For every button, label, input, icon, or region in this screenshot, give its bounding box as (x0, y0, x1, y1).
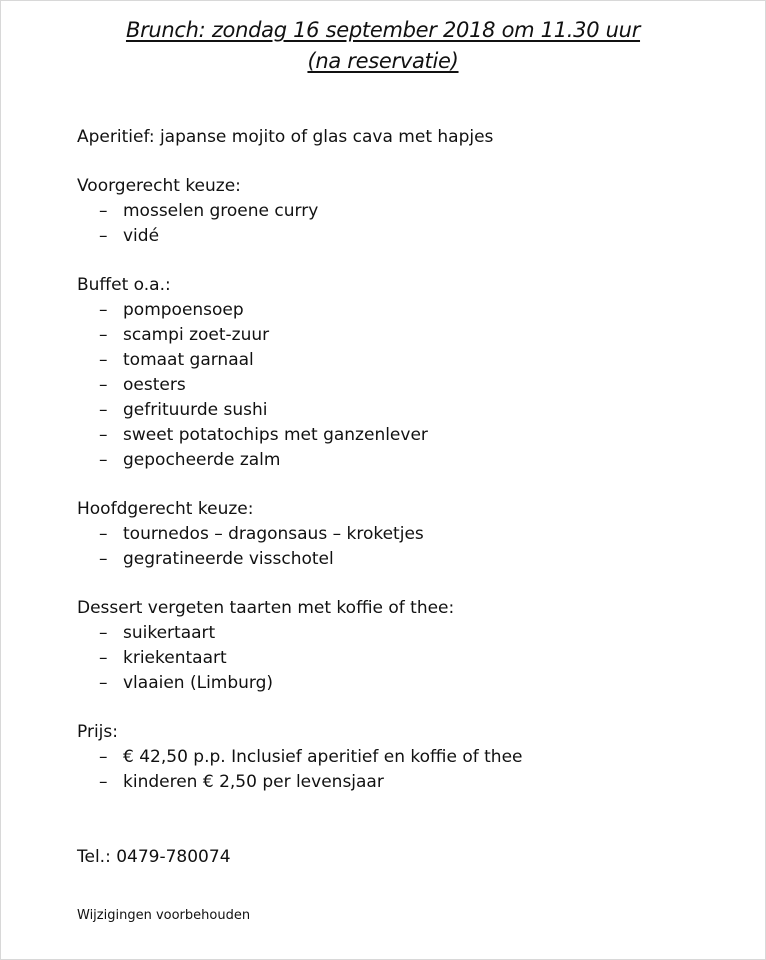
section-heading: Hoofdgerecht keuze: (77, 499, 254, 519)
menu-title: Brunch: zondag 16 september 2018 om 11.30 uur (125, 18, 641, 42)
section-heading: Buffet o.a.: (77, 275, 171, 295)
list-item (77, 770, 717, 795)
list-item (77, 621, 717, 646)
dash-bullet: – (99, 623, 108, 643)
dash-bullet: – (99, 226, 108, 246)
item-text: scampi zoet-zuur (123, 325, 270, 345)
dash-bullet: – (99, 300, 108, 320)
buffet-section (77, 273, 717, 473)
list-item (77, 522, 717, 547)
item-text: pompoensoep (123, 300, 244, 320)
dash-bullet: – (99, 450, 108, 470)
disclaimer-note: Wijzigingen voorbehouden (77, 908, 251, 923)
list-item (77, 646, 717, 671)
item-text: mosselen groene curry (123, 201, 319, 221)
hoofdgerecht-section (77, 497, 717, 572)
list-item (77, 323, 717, 348)
list-item (77, 373, 717, 398)
list-item (77, 423, 717, 448)
item-text: gepocheerde zalm (123, 450, 281, 470)
section-heading: Dessert vergeten taarten met koffie of thee: (77, 598, 455, 618)
list-item (77, 224, 717, 249)
item-text: gefrituurde sushi (123, 400, 268, 420)
list-item (77, 348, 717, 373)
list-item (77, 398, 717, 423)
section-heading: Prijs: (77, 722, 118, 742)
dash-bullet: – (99, 201, 108, 221)
item-text: tomaat garnaal (123, 350, 254, 370)
aperitief-section (77, 125, 717, 150)
dash-bullet: – (99, 673, 108, 693)
item-text: tournedos – dragonsaus – kroketjes (123, 524, 424, 544)
dash-bullet: – (99, 524, 108, 544)
aperitief-line: Aperitief: japanse mojito of glas cava met hapjes (77, 127, 494, 147)
item-text: kriekentaart (123, 648, 227, 668)
voorgerecht-section (77, 174, 717, 249)
list-item (77, 199, 717, 224)
menu-content (77, 125, 717, 819)
item-text: € 42,50 p.p. Inclusief aperitief en koffie of thee (123, 747, 523, 767)
list-item (77, 298, 717, 323)
item-text: vidé (123, 226, 160, 246)
item-text: oesters (123, 375, 186, 395)
item-text: gegratineerde visschotel (123, 549, 334, 569)
item-text: vlaaien (Limburg) (123, 673, 274, 693)
dessert-section (77, 596, 717, 696)
list-item (77, 671, 717, 696)
dash-bullet: – (99, 425, 108, 445)
dash-bullet: – (99, 375, 108, 395)
menu-subtitle: (na reservatie) (307, 49, 459, 73)
item-text: sweet potatochips met ganzenlever (123, 425, 428, 445)
dash-bullet: – (99, 747, 108, 767)
list-item (77, 547, 717, 572)
section-heading: Voorgerecht keuze: (77, 176, 241, 196)
dash-bullet: – (99, 772, 108, 792)
dash-bullet: – (99, 325, 108, 345)
list-item (77, 448, 717, 473)
prijs-section (77, 720, 717, 795)
telephone-number: Tel.: 0479-780074 (77, 847, 231, 867)
dash-bullet: – (99, 549, 108, 569)
item-text: kinderen € 2,50 per levensjaar (123, 772, 384, 792)
dash-bullet: – (99, 648, 108, 668)
dash-bullet: – (99, 400, 108, 420)
item-text: suikertaart (123, 623, 216, 643)
dash-bullet: – (99, 350, 108, 370)
list-item (77, 745, 717, 770)
